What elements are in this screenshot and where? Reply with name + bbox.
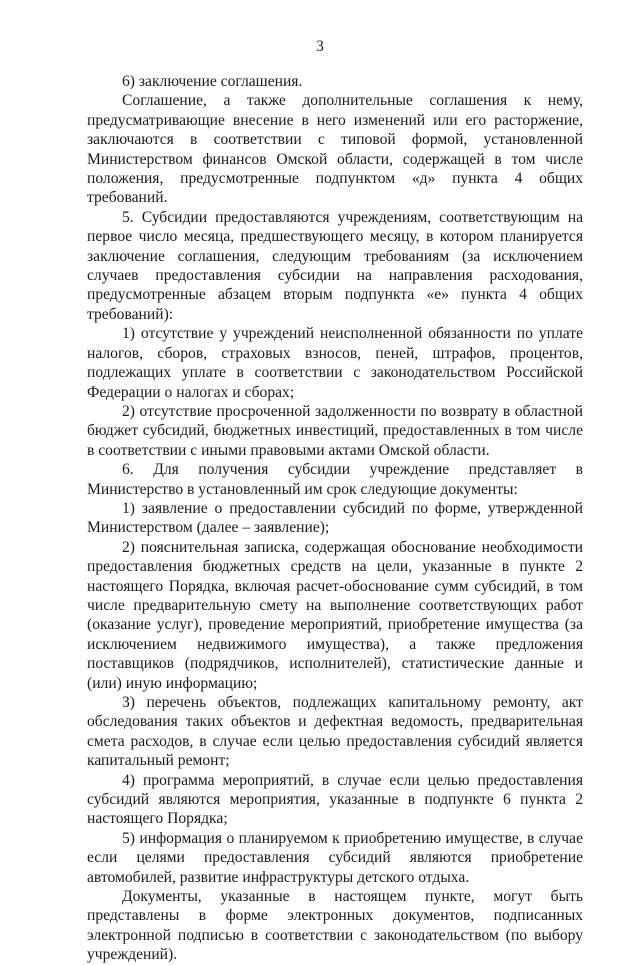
paragraph-electronic-docs: Документы, указанные в настоящем пункте, могут быть представлены в форме электронных документов, подписанных электронной подписью в соответствии с законодательством (по выбору учреждений). [87, 888, 583, 964]
paragraph-clause-6: 6. Для получения субсидии учреждение представляет в Министерство в установленный им срок следующие документы: [87, 461, 583, 498]
paragraph-requirement-2: 2) отсутствие просроченной задолженности по возврату в областной бюджет субсидий, бюджетных инвестиций, предоставленных в том числе в соответствии с иными правовыми актами Омской области. [87, 402, 583, 459]
paragraph-agreement: Соглашение, а также дополнительные соглашения к нему, предусматривающие внесение в него изменений или его расторжение, заключаются в соответствии с типовой формой, установленной Министерством финансов Омской области, содержащей в том числе положения, предусмотренные подпунктом «д» пункта 4 общих требований. [87, 92, 583, 207]
paragraph-clause-5: 5. Субсидии предоставляются учреждениям, соответствующим на первое число месяца, предшествующего месяцу, в котором планируется заключение соглашения, следующим требованиям (за исключением случаев предоставления субсидии на направления расходования, предусмотренные абзацем вторым подпункта «е» пункта 4 общих требований): [87, 208, 583, 323]
page-number: 3 [316, 38, 324, 55]
paragraph-document-5: 5) информация о планируемом к приобретению имуществе, в случае если целями предоставления субсидий являются приобретение автомобилей, развитие инфраструктуры детского отдыха. [87, 829, 583, 886]
paragraph-document-2: 2) пояснительная записка, содержащая обоснование необходимости предоставления бюджетных средств на цели, указанные в пункте 2 настоящего Порядка, включая расчет-обоснование сумм субсидий, в том числе предварительную смету на выполнение соответствующих работ (оказание услуг), проведение мероприятий, приобретение имущества (за исключением недвижимого имущества), а также предложения поставщиков (подрядчиков, исполнителей), статистические данные и (или) иную информацию; [87, 538, 583, 692]
paragraph-document-4: 4) программа мероприятий, в случае если целью предоставления субсидий являются мероприятия, указанные в подпункте 6 пункта 2 настоящего Порядка; [87, 771, 583, 828]
paragraph-document-1: 1) заявление о предоставлении субсидий по форме, утвержденной Министерством (далее – заявление); [87, 499, 583, 537]
document-body [87, 72, 583, 965]
paragraph-document-3: 3) перечень объектов, подлежащих капитальному ремонту, акт обследования таких объектов и дефектная ведомость, предварительная смета расходов, в случае если целью предоставления субсидий является капитальный ремонт; [87, 694, 583, 770]
paragraph-item-6-conclusion: 6) заключение соглашения. [122, 73, 303, 90]
paragraph-requirement-1: 1) отсутствие у учреждений неисполненной обязанности по уплате налогов, сборов, страховых взносов, пеней, штрафов, процентов, подлежащих уплате в соответствии с законодательством Российской Федерации о налогах и сборах; [87, 325, 583, 401]
